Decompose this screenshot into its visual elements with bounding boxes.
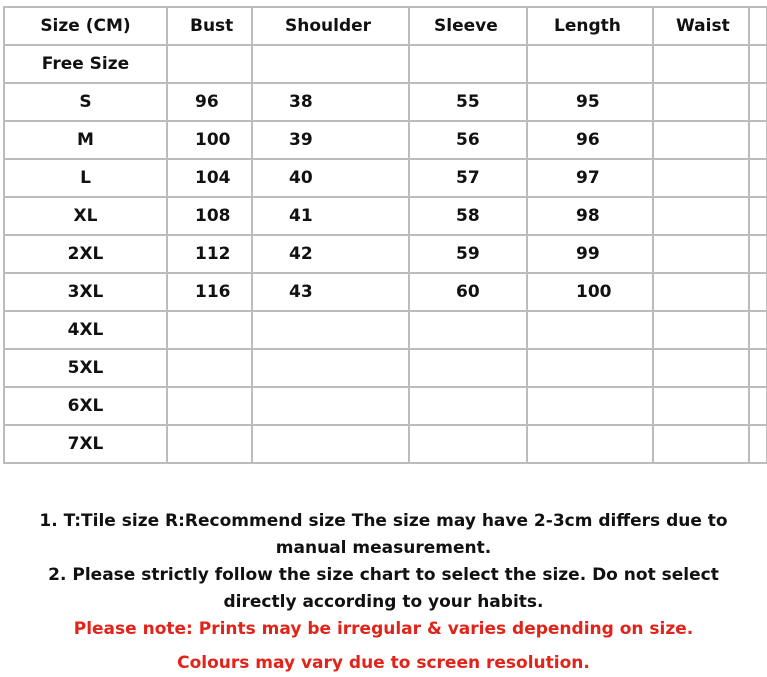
cell-shoulder: 38 xyxy=(252,83,409,121)
cell-sleeve: 59 xyxy=(409,235,527,273)
cell-size: S xyxy=(4,83,167,121)
cell-length: 96 xyxy=(527,121,653,159)
cell-waist xyxy=(653,159,749,197)
cell-extra xyxy=(749,349,767,387)
table-row xyxy=(4,197,767,235)
cell-shoulder: 40 xyxy=(252,159,409,197)
cell-bust xyxy=(167,349,252,387)
cell-length xyxy=(527,349,653,387)
header-waist: Waist xyxy=(653,7,749,45)
cell-bust: 96 xyxy=(167,83,252,121)
cell-waist xyxy=(653,121,749,159)
cell-shoulder xyxy=(252,425,409,463)
cell-length: 97 xyxy=(527,159,653,197)
cell-shoulder xyxy=(252,349,409,387)
cell-waist xyxy=(653,425,749,463)
cell-bust: 108 xyxy=(167,197,252,235)
cell-bust xyxy=(167,387,252,425)
note-measurement: 1. T:Tile size R:Recommend size The size may have 2-3cm differs due to manual measurement. xyxy=(39,511,728,558)
note-prints-warning: Please note: Prints may be irregular & varies depending on size. xyxy=(73,619,694,639)
cell-size: Free Size xyxy=(4,45,167,83)
cell-bust: 104 xyxy=(167,159,252,197)
cell-waist xyxy=(653,273,749,311)
cell-sleeve xyxy=(409,387,527,425)
cell-waist xyxy=(653,197,749,235)
header-length: Length xyxy=(527,7,653,45)
cell-sleeve: 58 xyxy=(409,197,527,235)
cell-length: 100 xyxy=(527,273,653,311)
cell-waist xyxy=(653,349,749,387)
cell-sleeve: 56 xyxy=(409,121,527,159)
cell-length xyxy=(527,425,653,463)
table-row xyxy=(4,311,767,349)
header-size: Size (CM) xyxy=(4,7,167,45)
cell-size: M xyxy=(4,121,167,159)
size-notes xyxy=(0,508,767,677)
cell-length xyxy=(527,387,653,425)
table-row xyxy=(4,273,767,311)
cell-extra xyxy=(749,45,767,83)
cell-size: 6XL xyxy=(4,387,167,425)
cell-waist xyxy=(653,311,749,349)
cell-length xyxy=(527,45,653,83)
cell-extra xyxy=(749,83,767,121)
cell-extra xyxy=(749,273,767,311)
cell-shoulder: 41 xyxy=(252,197,409,235)
cell-sleeve: 57 xyxy=(409,159,527,197)
table-row xyxy=(4,45,767,83)
cell-bust xyxy=(167,311,252,349)
cell-shoulder: 42 xyxy=(252,235,409,273)
cell-size: L xyxy=(4,159,167,197)
cell-extra xyxy=(749,121,767,159)
cell-sleeve xyxy=(409,425,527,463)
table-row xyxy=(4,235,767,273)
cell-size: 4XL xyxy=(4,311,167,349)
size-chart-table xyxy=(3,6,767,464)
cell-waist xyxy=(653,387,749,425)
cell-size: 3XL xyxy=(4,273,167,311)
note-colours-warning: Colours may vary due to screen resolution. xyxy=(177,653,590,673)
cell-sleeve xyxy=(409,311,527,349)
cell-size: 2XL xyxy=(4,235,167,273)
table-row xyxy=(4,159,767,197)
note-follow-chart: 2. Please strictly follow the size chart to select the size. Do not select directly according to your habits. xyxy=(48,565,719,612)
header-shoulder: Shoulder xyxy=(252,7,409,45)
cell-extra xyxy=(749,311,767,349)
table-row xyxy=(4,349,767,387)
cell-shoulder: 39 xyxy=(252,121,409,159)
cell-extra xyxy=(749,387,767,425)
table-row xyxy=(4,387,767,425)
cell-bust: 112 xyxy=(167,235,252,273)
cell-length: 99 xyxy=(527,235,653,273)
cell-length: 98 xyxy=(527,197,653,235)
cell-bust xyxy=(167,45,252,83)
cell-sleeve xyxy=(409,349,527,387)
cell-extra xyxy=(749,235,767,273)
header-extra xyxy=(749,7,767,45)
cell-bust xyxy=(167,425,252,463)
cell-shoulder: 43 xyxy=(252,273,409,311)
cell-sleeve xyxy=(409,45,527,83)
cell-size: 5XL xyxy=(4,349,167,387)
cell-extra xyxy=(749,159,767,197)
cell-size: XL xyxy=(4,197,167,235)
table-row xyxy=(4,425,767,463)
cell-bust: 116 xyxy=(167,273,252,311)
cell-sleeve: 60 xyxy=(409,273,527,311)
table-row xyxy=(4,121,767,159)
table-row xyxy=(4,83,767,121)
cell-waist xyxy=(653,83,749,121)
table-header-row xyxy=(4,7,767,45)
cell-extra xyxy=(749,197,767,235)
cell-length xyxy=(527,311,653,349)
cell-length: 95 xyxy=(527,83,653,121)
cell-extra xyxy=(749,425,767,463)
cell-size: 7XL xyxy=(4,425,167,463)
cell-shoulder xyxy=(252,387,409,425)
cell-bust: 100 xyxy=(167,121,252,159)
header-bust: Bust xyxy=(167,7,252,45)
cell-shoulder xyxy=(252,311,409,349)
cell-waist xyxy=(653,45,749,83)
header-sleeve: Sleeve xyxy=(409,7,527,45)
cell-shoulder xyxy=(252,45,409,83)
cell-waist xyxy=(653,235,749,273)
cell-sleeve: 55 xyxy=(409,83,527,121)
